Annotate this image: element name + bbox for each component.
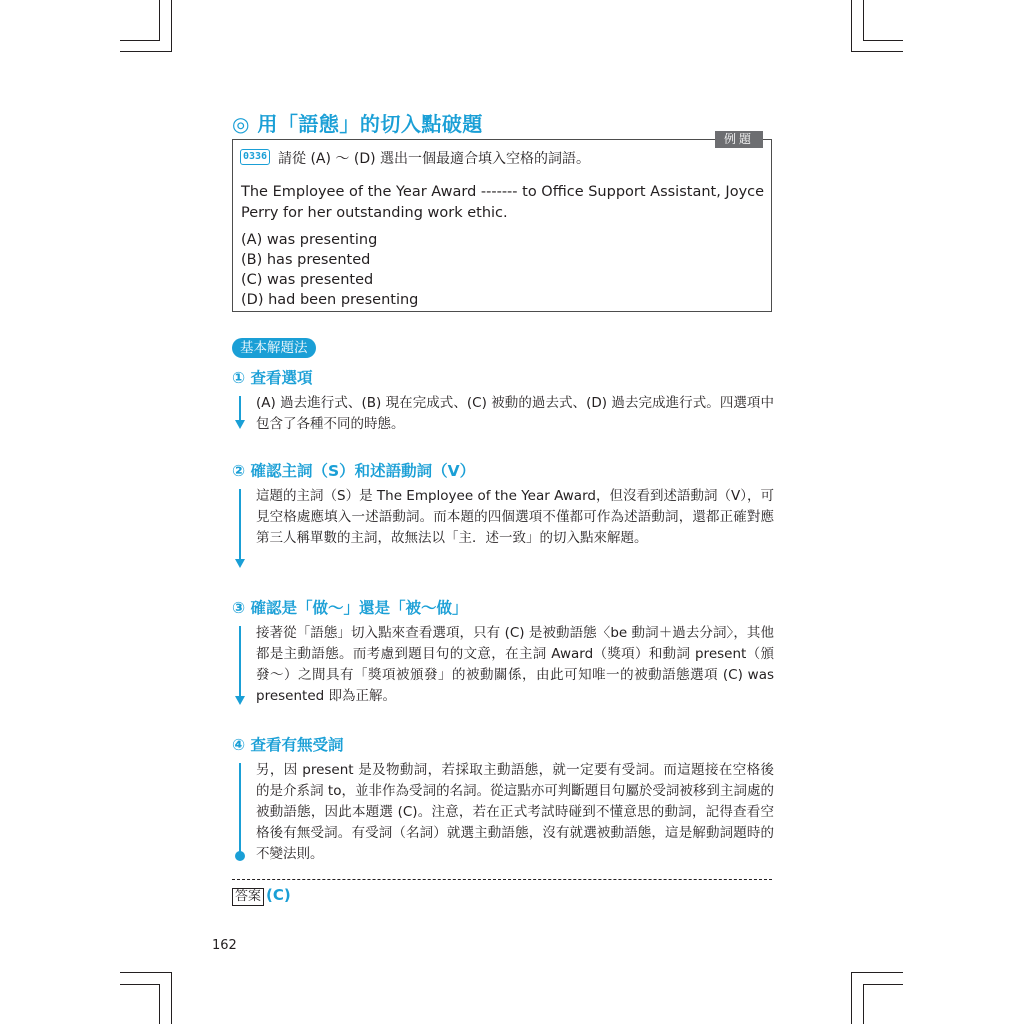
down-arrow-icon [235,696,245,705]
step-2-body: 這題的主詞（S）是 The Employee of the Year Award，但沒看到述語動詞（V），可見空格處應填入一述語動詞。而本題的四個選項不僅都可作為述語動詞，還都正確對應第三人稱單數的主詞，故無法以「主．述一致」的切入點來解題。 [256,488,774,546]
step-4-body: 另，因 present 是及物動詞，若採取主動語態，就一定要有受詞。而這題接在空格後的是介系詞 to，並非作為受詞的名詞。從這點亦可判斷題目句屬於受詞被移到主詞處的被動語態，因此本題選 (C)。注意，若在正式考試時碰到不懂意思的動詞，記得查看空格後有無受詞。有受詞（名詞）就選主動語態，沒有就選被動語態，這是解動詞題時的不變法則。 [256,762,774,862]
step-4-title: ④ 查看有無受詞 [232,736,344,754]
question-instruction: 請從 (A) 〜 (D) 選出一個最適合填入空格的詞語。 [278,151,591,167]
option-c: (C) was presented [241,272,374,288]
option-a: (A) was presenting [241,232,378,248]
option-b: (B) has presented [241,252,371,268]
answer-label: 答案 [232,888,264,906]
step-2-line [239,489,241,559]
answer-options [241,230,418,310]
section-title: ◎ 用「語態」的切入點破題 [232,112,483,136]
option-d: (D) had been presenting [241,292,419,308]
end-dot-icon [235,851,245,861]
question-number: 0336 [240,149,270,165]
step-1-title: ① 查看選項 [232,369,313,387]
step-4-line [239,763,241,853]
step-1-body: (A) 過去進行式、(B) 現在完成式、(C) 被動的過去式、(D) 過去完成進行式。四選項中包含了各種不同的時態。 [256,395,774,432]
question-sentence: The Employee of the Year Award ------- to Office Support Assistant, Joyce Perry for her outstanding work ethic. [241,184,765,221]
down-arrow-icon [235,420,245,429]
step-3-title: ③ 確認是「做〜」還是「被〜做」 [232,599,468,617]
step-3-line [239,626,241,696]
example-tag: 例題 [715,131,763,148]
step-3-body: 接著從「語態」切入點來查看選項，只有 (C) 是被動語態〈be 動詞＋過去分詞〉，其他都是主動語態。而考慮到題目句的文意，在主詞 Award（獎項）和動詞 present（頒發〜）之間具有「獎項被頒發」的被動關係，由此可知唯一的被動語態選項 (C) was presented 即為正解。 [256,625,774,704]
answer-value: (C) [266,886,291,904]
step-1-line [239,396,241,420]
example-box [232,132,772,312]
step-2-title: ② 確認主詞（S）和述語動詞（V） [232,462,476,480]
down-arrow-icon [235,559,245,568]
method-label: 基本解題法 [232,338,316,358]
divider [232,879,772,880]
page-number: 162 [212,938,237,953]
